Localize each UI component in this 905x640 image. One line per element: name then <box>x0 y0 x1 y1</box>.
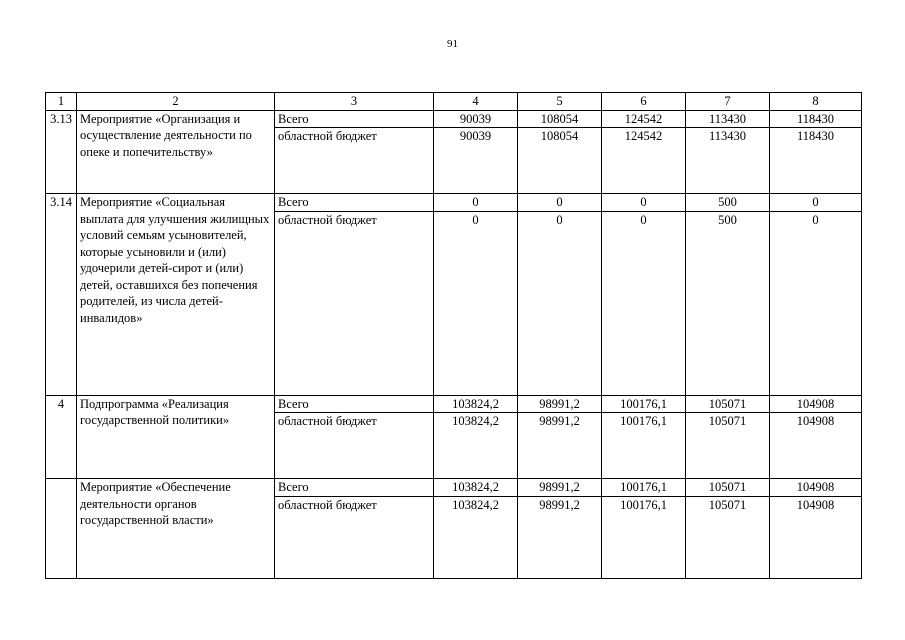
page-number: 91 <box>447 38 458 50</box>
header-row <box>46 93 862 111</box>
source-label: Всего <box>275 395 434 413</box>
header-cell: 2 <box>77 93 275 111</box>
header-cell: 3 <box>275 93 434 111</box>
table-row <box>46 395 862 413</box>
value-cell: 103824,2 <box>434 496 518 578</box>
value-cell: 105071 <box>686 413 770 479</box>
row-name: Подпрограмма «Реализация государственной политики» <box>77 395 275 479</box>
value-cell: 500 <box>686 194 770 212</box>
header-cell: 6 <box>602 93 686 111</box>
value-cell: 100176,1 <box>602 496 686 578</box>
value-cell: 98991,2 <box>518 395 602 413</box>
row-name: Мероприятие «Обеспечение деятельности органов государственной власти» <box>77 479 275 579</box>
header-cell: 5 <box>518 93 602 111</box>
source-label: Всего <box>275 479 434 497</box>
value-cell: 103824,2 <box>434 395 518 413</box>
row-name: Мероприятие «Социальная выплата для улучшения жилищных условий семьям усыновителей, которые усыновили и (или) удочерили детей-сирот и (или) детей, оставшихся без попечения родителей, из числа детей-инвалидов» <box>77 194 275 396</box>
value-cell: 0 <box>518 211 602 395</box>
value-cell: 90039 <box>434 128 518 194</box>
value-cell: 98991,2 <box>518 413 602 479</box>
value-cell: 104908 <box>770 413 862 479</box>
value-cell: 103824,2 <box>434 479 518 497</box>
value-cell: 103824,2 <box>434 413 518 479</box>
value-cell: 108054 <box>518 128 602 194</box>
row-code <box>46 479 77 579</box>
value-cell: 0 <box>770 194 862 212</box>
table-row <box>46 110 862 128</box>
value-cell: 105071 <box>686 496 770 578</box>
value-cell: 100176,1 <box>602 395 686 413</box>
value-cell: 98991,2 <box>518 479 602 497</box>
value-cell: 104908 <box>770 395 862 413</box>
value-cell: 0 <box>434 211 518 395</box>
value-cell: 0 <box>602 194 686 212</box>
value-cell: 105071 <box>686 395 770 413</box>
value-cell: 100176,1 <box>602 479 686 497</box>
source-label: областной бюджет <box>275 128 434 194</box>
header-cell: 8 <box>770 93 862 111</box>
value-cell: 113430 <box>686 110 770 128</box>
value-cell: 124542 <box>602 110 686 128</box>
source-label: областной бюджет <box>275 211 434 395</box>
source-label: Всего <box>275 194 434 212</box>
header-cell: 1 <box>46 93 77 111</box>
value-cell: 105071 <box>686 479 770 497</box>
row-code: 3.13 <box>46 110 77 194</box>
value-cell: 0 <box>770 211 862 395</box>
row-name: Мероприятие «Организация и осуществление деятельности по опеке и попечительству» <box>77 110 275 194</box>
value-cell: 90039 <box>434 110 518 128</box>
value-cell: 100176,1 <box>602 413 686 479</box>
value-cell: 118430 <box>770 128 862 194</box>
budget-table <box>45 92 862 579</box>
value-cell: 124542 <box>602 128 686 194</box>
value-cell: 118430 <box>770 110 862 128</box>
value-cell: 500 <box>686 211 770 395</box>
value-cell: 0 <box>434 194 518 212</box>
row-code: 3.14 <box>46 194 77 396</box>
value-cell: 104908 <box>770 479 862 497</box>
header-cell: 4 <box>434 93 518 111</box>
table-row <box>46 194 862 212</box>
value-cell: 108054 <box>518 110 602 128</box>
value-cell: 0 <box>602 211 686 395</box>
header-cell: 7 <box>686 93 770 111</box>
source-label: областной бюджет <box>275 413 434 479</box>
table-row <box>46 479 862 497</box>
source-label: областной бюджет <box>275 496 434 578</box>
value-cell: 98991,2 <box>518 496 602 578</box>
source-label: Всего <box>275 110 434 128</box>
value-cell: 0 <box>518 194 602 212</box>
row-code: 4 <box>46 395 77 479</box>
value-cell: 113430 <box>686 128 770 194</box>
value-cell: 104908 <box>770 496 862 578</box>
